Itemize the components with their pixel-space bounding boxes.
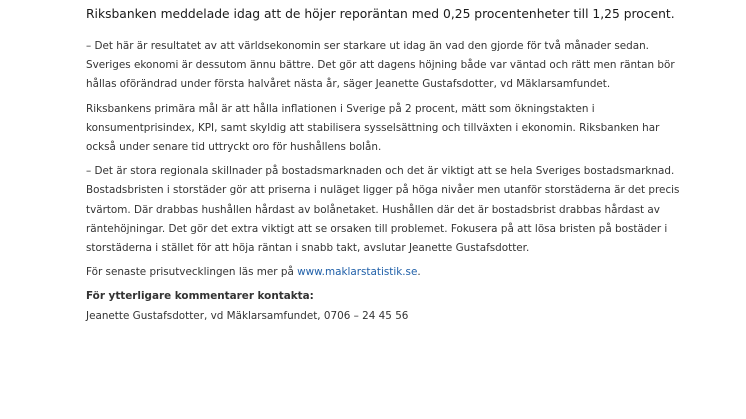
contact-details: Jeanette Gustafsdotter, vd Mäklarsamfundet, 0706 – 24 45 56 <box>86 309 409 322</box>
riksbank-goal-paragraph: Riksbankens primära mål är att hålla inflationen i Sverige på 2 procent, mätt som ökningstakten i konsumentprisindex, KPI, samt skyldig att stabilisera sysselsättning och tillväxten i ekonomin. Riksbanken har också under senare tid uttryckt oro för hushållens bolån. <box>86 102 660 154</box>
contact-heading: För ytterligare kommentarer kontakta: <box>86 290 314 303</box>
contact-block <box>86 287 686 325</box>
price-line-suffix: . <box>417 266 421 279</box>
quote-paragraph-2: – Det är stora regionala skillnader på bostadsmarknaden och det är viktigt att se hela Sveriges bostadsmarknad. Bostadsbristen i storstäder gör att priserna i nuläget ligger på höga nivåer men utanför storstäderna är det precis tvärtom. Där drabbas hushållen hårdast av bolånetaket. Hushållen där det är bostadsbrist drabbas hårdast av räntehöjningar. Det gör det extra viktigt att se orsaken till problemet. Fokusera på att lösa bristen på bostäder i storstäderna i stället för att höja räntan i snabb takt, avslutar Jeanette Gustafsdotter. <box>86 165 680 255</box>
price-development-line <box>86 263 686 282</box>
maklarstatistik-link[interactable]: www.maklarstatistik.se <box>297 266 418 279</box>
price-line-prefix: För senaste prisutvecklingen läs mer på <box>86 266 298 279</box>
press-release-article <box>86 6 686 330</box>
quote-paragraph-1: – Det här är resultatet av att världsekonomin ser starkare ut idag än vad den gjorde för två månader sedan. Sveriges ekonomi är dessutom ännu bättre. Det gör att dagens höjning både var väntad och rätt men räntan bör hållas oförändrad under första halvåret nästa år, säger Jeanette Gustafsdotter, vd Mäklarsamfundet. <box>86 40 675 91</box>
lead-paragraph: Riksbanken meddelade idag att de höjer reporäntan med 0,25 procentenheter till 1,25 procent. <box>86 7 675 21</box>
